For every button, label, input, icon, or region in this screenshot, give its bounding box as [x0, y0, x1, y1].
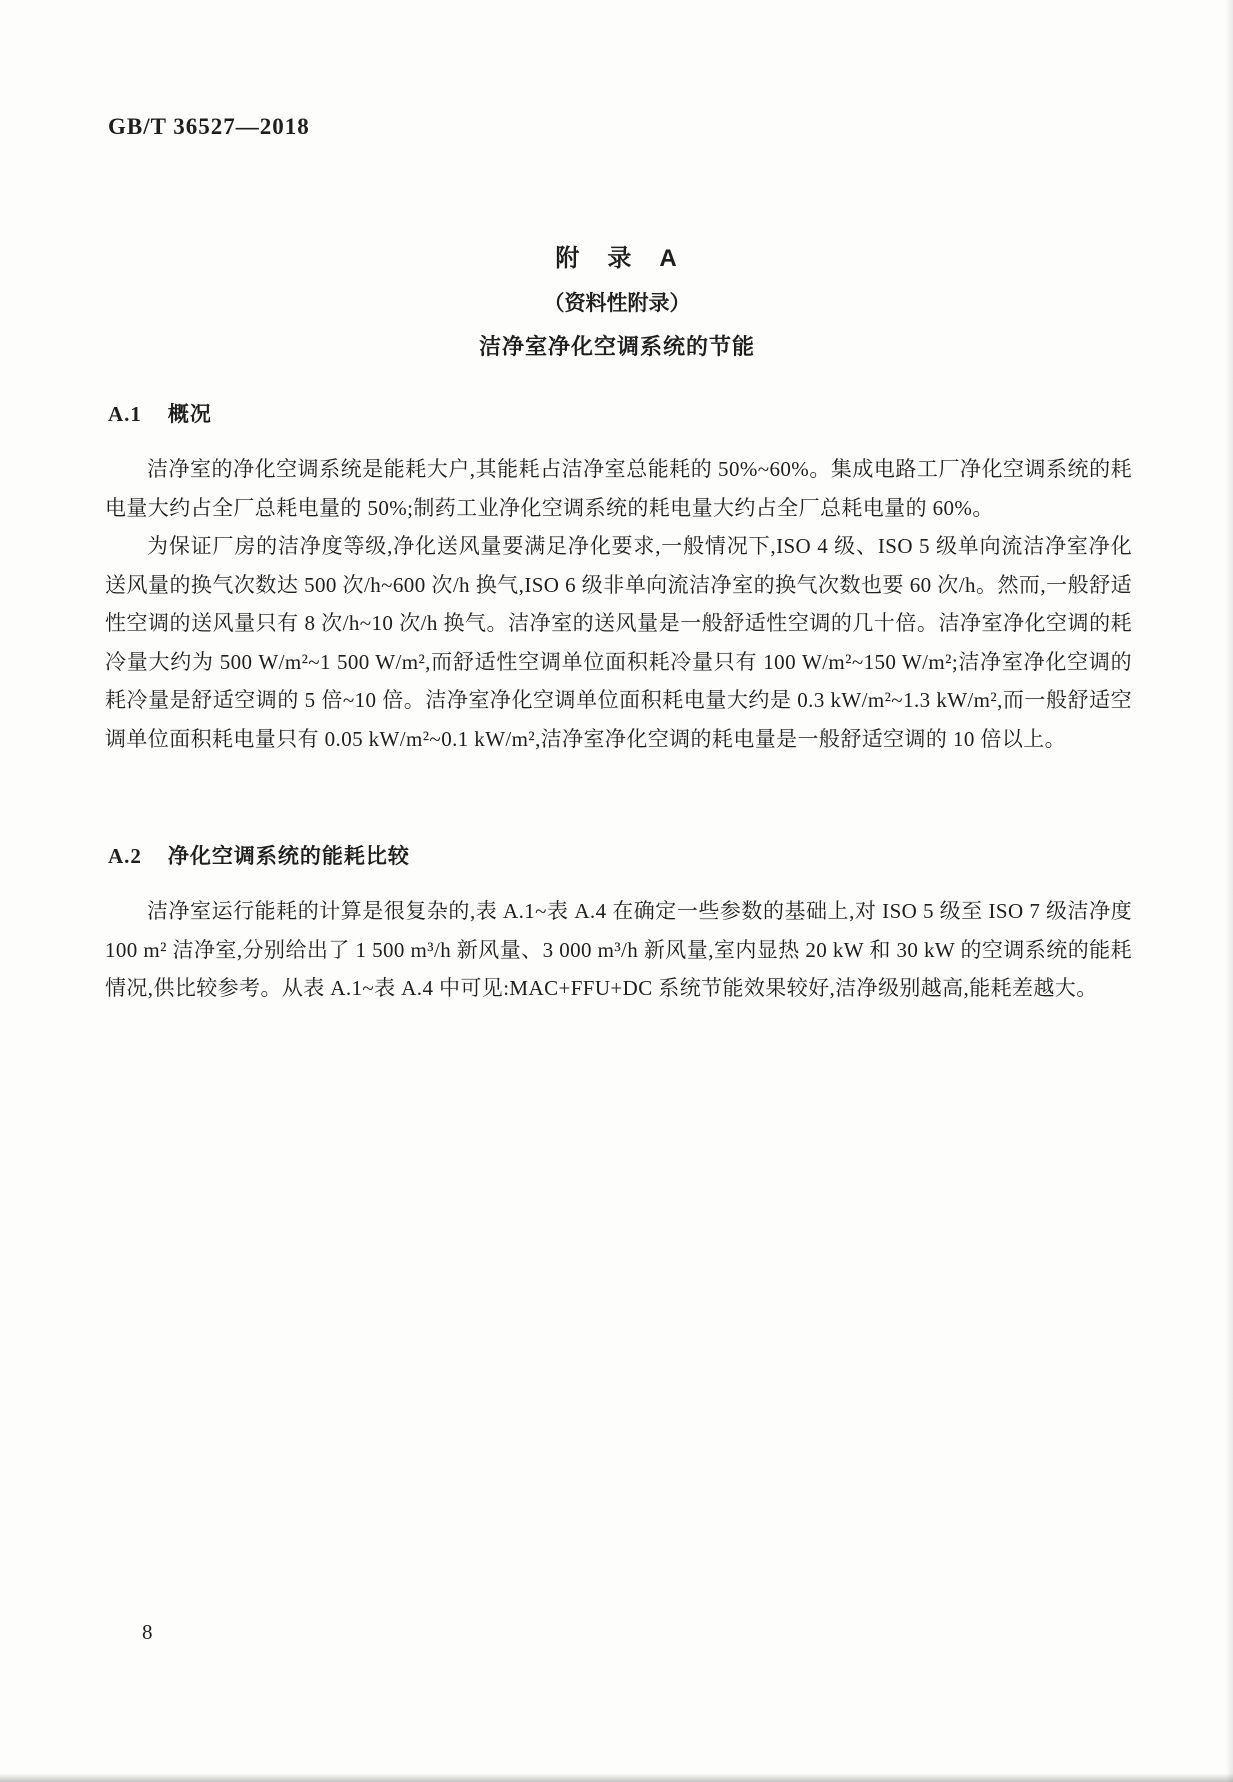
page-edge-shadow-bottom: [0, 1773, 1233, 1782]
appendix-heading: 洁净室净化空调系统的节能: [478, 334, 755, 359]
section-number-a2: A.2: [108, 844, 142, 868]
appendix-title-block: [104, 238, 1130, 361]
paragraph: 洁净室的净化空调系统是能耗大户,其能耗占洁净室总能耗的 50%~60%。集成电路工厂净化空调系统的耗电量大约占全厂总耗电量的 50%;制药工业净化空调系统的耗电量大约占全厂总耗电量的 60%。: [105, 457, 1132, 520]
section-heading-a1: [108, 398, 212, 428]
paragraph: 洁净室运行能耗的计算是很复杂的,表 A.1~表 A.4 在确定一些参数的基础上,对 ISO 5 级至 ISO 7 级洁净度 100 m² 洁净室,分别给出了 1 500 m³/h 新风量、3 000 m³/h 新风量,室内显热 20 kW 和 30 kW 的空调系统的能耗情况,供比较参考。从表 A.1~表 A.4 中可见:MAC+FFU+DC 系统节能效果较好,洁净级别越高,能耗差越大。: [105, 899, 1132, 1000]
section-body-a1: [105, 450, 1132, 758]
section-title-a2: 净化空调系统的能耗比较: [167, 845, 410, 868]
standard-number: GB/T 36527—2018: [108, 114, 310, 139]
page-edge-shadow-right: [1226, 0, 1233, 1782]
section-title-a1: 概况: [167, 403, 212, 426]
appendix-title: 附 录 A: [555, 245, 679, 272]
paragraph: 为保证厂房的洁净度等级,净化送风量要满足净化要求,一般情况下,ISO 4 级、ISO 5 级单向流洁净室净化送风量的换气次数达 500 次/h~600 次/h 换气,ISO 6 级非单向流洁净室的换气次数也要 60 次/h。然而,一般舒适性空调的送风量只有 8 次/h~10 次/h 换气。洁净室的送风量是一般舒适性空调的几十倍。洁净室净化空调的耗冷量大约为 500 W/m²~1 500 W/m²,而舒适性空调单位面积耗冷量只有 100 W/m²~150 W/m²;洁净室净化空调的耗冷量是舒适空调的 5 倍~10 倍。洁净室净化空调单位面积耗电量大约是 0.3 kW/m²~1.3 kW/m²,而一般舒适空调单位面积耗电量只有 0.05 kW/m²~0.1 kW/m²,洁净室净化空调的耗电量是一般舒适空调的 10 倍以上。: [105, 534, 1132, 751]
section-number-a1: A.1: [108, 402, 142, 426]
appendix-subtitle: （资料性附录）: [543, 292, 691, 315]
section-body-a2: [105, 892, 1132, 1008]
page-number: 8: [142, 1620, 153, 1644]
section-heading-a2: [108, 840, 410, 870]
